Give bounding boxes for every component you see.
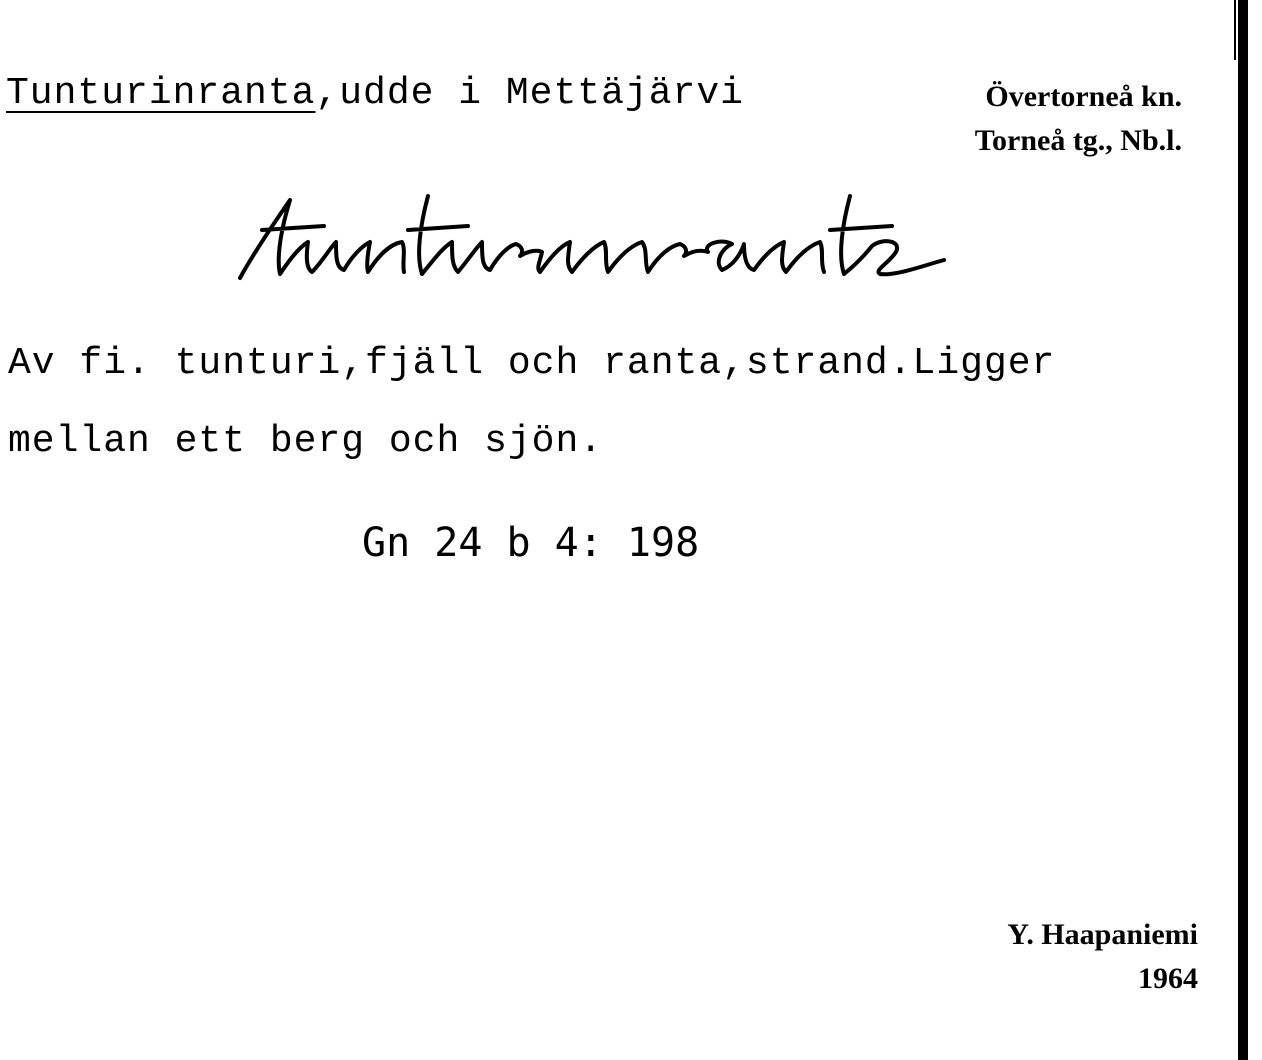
handwritten-form (232, 186, 952, 286)
card-edge-mark (1234, 0, 1236, 60)
collection-year: 1964 (1138, 962, 1198, 995)
headword-line (6, 72, 744, 115)
handwritten-form-signature (232, 186, 952, 286)
archive-reference: Gn 24 b 4: 198 (362, 520, 700, 566)
headword-description: ,udde i Mettäjärvi (315, 72, 744, 115)
parish-label: Övertorneå kn. (985, 80, 1182, 113)
headword: Tunturinranta (6, 72, 316, 115)
etymology-text-line-1: Av fi. tunturi,fjäll och ranta,strand.Ligger (8, 342, 1056, 385)
card-edge-line (1238, 0, 1248, 1060)
collector-name: Y. Haapaniemi (1007, 918, 1198, 951)
etymology-text-line-2: mellan ett berg och sjön. (8, 420, 604, 463)
district-label: Torneå tg., Nb.l. (974, 124, 1182, 157)
